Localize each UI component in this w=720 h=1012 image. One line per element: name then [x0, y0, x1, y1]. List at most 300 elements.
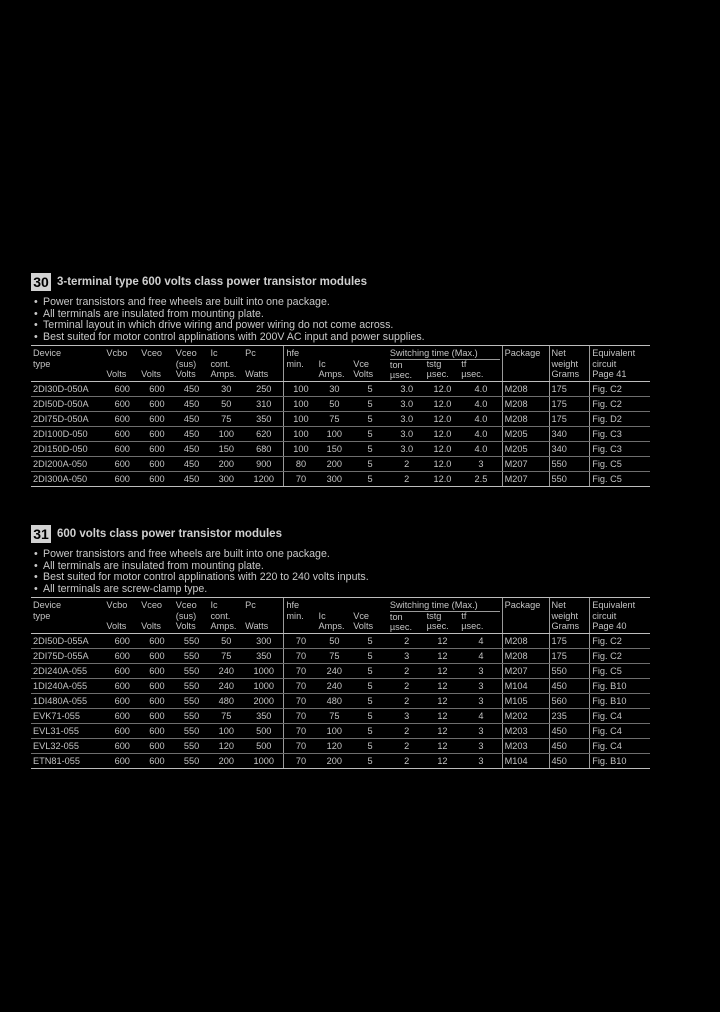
- header-line: Amps.: [318, 621, 345, 631]
- cell-pc: 350: [243, 708, 284, 723]
- header-line: Vce: [353, 610, 370, 621]
- spec-table: [31, 345, 650, 487]
- header-line: Volts: [353, 621, 374, 631]
- cell-vceo: 600: [139, 663, 174, 678]
- feature-item: • Terminal layout in which drive wiring and power wiring do not come across.: [34, 319, 394, 331]
- cell-tf: 3: [459, 723, 502, 738]
- table-row: [31, 648, 650, 663]
- cell-pc: 350: [243, 648, 284, 663]
- cell-ton: 2: [388, 738, 425, 753]
- cell-vceo: 600: [139, 708, 174, 723]
- cell-vce: 5: [351, 708, 388, 723]
- cell-vcbo: 600: [104, 471, 139, 486]
- cell-hfe-min: 70: [284, 648, 317, 663]
- cell-net-weight: 235: [549, 708, 590, 723]
- header-line: µsec.: [389, 370, 413, 380]
- cell-pc: 1000: [243, 663, 284, 678]
- table-row: [31, 633, 650, 648]
- column-header-device-type: [31, 346, 104, 382]
- cell-ic-cont: 75: [208, 648, 243, 663]
- cell-package: M203: [502, 738, 549, 753]
- cell-ic-cont: 200: [208, 456, 243, 471]
- feature-item: • All terminals are screw-clamp type.: [34, 582, 208, 595]
- cell-equivalent-circuit: Fig. C2: [590, 381, 650, 396]
- cell-device-type: 2DI150D-050: [31, 441, 104, 456]
- column-header-net-weight: [549, 346, 590, 382]
- cell-ic-cont: 100: [208, 723, 243, 738]
- table-header-row: [31, 598, 650, 634]
- cell-package: M208: [502, 396, 549, 411]
- cell-ic-amps: 120: [317, 738, 352, 753]
- cell-vceo: 600: [139, 471, 174, 486]
- cell-ic-cont: 300: [208, 471, 243, 486]
- cell-equivalent-circuit: Fig. D2: [590, 411, 650, 426]
- cell-equivalent-circuit: Fig. C2: [590, 633, 650, 648]
- cell-pc: 500: [243, 738, 284, 753]
- cell-tstg: 12: [425, 648, 460, 663]
- header-line: Volts: [175, 369, 196, 379]
- cell-vcbo: 600: [104, 738, 139, 753]
- cell-pc: 2000: [243, 693, 284, 708]
- cell-hfe-min: 100: [284, 396, 317, 411]
- cell-package: M205: [502, 441, 549, 456]
- bullet-icon: •: [34, 559, 38, 572]
- cell-hfe-min: 70: [284, 693, 317, 708]
- cell-ton: 2: [388, 633, 425, 648]
- cell-ic-amps: 75: [317, 411, 352, 426]
- cell-hfe-min: 70: [284, 633, 317, 648]
- section-header: [31, 524, 650, 543]
- cell-vceo-sus: 450: [174, 456, 209, 471]
- table-row: [31, 753, 650, 768]
- cell-hfe-min: 70: [284, 753, 317, 768]
- header-line: Device: [33, 348, 62, 358]
- cell-vcbo: 600: [104, 411, 139, 426]
- header-line: [106, 359, 138, 370]
- cell-vceo-sus: 450: [174, 426, 209, 441]
- column-header-ic-amps: [317, 346, 352, 382]
- column-header-vce: [351, 346, 388, 382]
- header-line: [106, 611, 138, 622]
- cell-vceo-sus: 450: [174, 411, 209, 426]
- cell-ic-cont: 50: [208, 633, 243, 648]
- cell-ic-amps: 200: [317, 753, 352, 768]
- header-line: Equivalent: [592, 348, 636, 358]
- cell-ton: 2: [388, 723, 425, 738]
- cell-tstg: 12.0: [425, 441, 460, 456]
- header-line: Amps.: [210, 369, 237, 379]
- header-line: Net: [551, 600, 566, 610]
- header-line: [141, 611, 173, 622]
- cell-vce: 5: [351, 456, 388, 471]
- header-line: Grams: [551, 369, 580, 379]
- cell-pc: 1200: [243, 471, 284, 486]
- header-line: Vcbo: [106, 600, 128, 610]
- cell-vceo: 600: [139, 723, 174, 738]
- cell-hfe-min: 100: [284, 441, 317, 456]
- cell-equivalent-circuit: Fig. C5: [590, 663, 650, 678]
- cell-device-type: 2DI50D-050A: [31, 396, 104, 411]
- cell-net-weight: 175: [549, 381, 590, 396]
- cell-ton: 3: [388, 708, 425, 723]
- cell-ic-cont: 240: [208, 678, 243, 693]
- header-line: ton: [389, 611, 403, 622]
- cell-net-weight: 450: [549, 723, 590, 738]
- header-line: ton: [389, 359, 403, 370]
- cell-ic-amps: 75: [317, 708, 352, 723]
- cell-ic-amps: 50: [317, 396, 352, 411]
- cell-tstg: 12.0: [425, 426, 460, 441]
- header-line: Equivalent: [592, 600, 636, 610]
- cell-tf: 4.0: [459, 411, 502, 426]
- cell-vcbo: 600: [104, 396, 139, 411]
- header-line: Vcbo: [106, 348, 128, 358]
- header-line: Grams: [551, 621, 580, 631]
- header-line: µsec.: [461, 621, 484, 631]
- table-header-row: [31, 346, 650, 382]
- cell-tf: 4.0: [459, 426, 502, 441]
- cell-vceo: 600: [139, 738, 174, 753]
- cell-ic-amps: 100: [317, 723, 352, 738]
- table-row: [31, 396, 650, 411]
- cell-vceo: 600: [139, 381, 174, 396]
- cell-vce: 5: [351, 663, 388, 678]
- cell-net-weight: 550: [549, 471, 590, 486]
- cell-package: M205: [502, 426, 549, 441]
- cell-vcbo: 600: [104, 663, 139, 678]
- cell-ton: 3.0: [388, 411, 425, 426]
- header-line: Ic: [318, 610, 326, 621]
- header-line: Pc: [245, 348, 256, 358]
- cell-device-type: EVL32-055: [31, 738, 104, 753]
- header-line: Volts: [141, 621, 162, 631]
- column-header-vceo-sus: [174, 346, 209, 382]
- cell-vce: 5: [351, 396, 388, 411]
- header-line: Vceo: [175, 348, 197, 358]
- cell-tf: 3: [459, 753, 502, 768]
- cell-equivalent-circuit: Fig. C3: [590, 441, 650, 456]
- header-line: (sus): [175, 358, 197, 369]
- header-line: tf: [461, 610, 467, 621]
- cell-ton: 2: [388, 753, 425, 768]
- cell-ic-amps: 50: [317, 633, 352, 648]
- table-row: [31, 738, 650, 753]
- cell-device-type: EVL31-055: [31, 723, 104, 738]
- cell-tf: 3: [459, 663, 502, 678]
- cell-ton: 3.0: [388, 396, 425, 411]
- cell-equivalent-circuit: Fig. C4: [590, 708, 650, 723]
- column-header-package: [502, 346, 549, 382]
- cell-net-weight: 175: [549, 633, 590, 648]
- cell-device-type: 1DI480A-055: [31, 693, 104, 708]
- header-line: Vceo: [141, 600, 163, 610]
- bullet-icon: •: [34, 330, 38, 343]
- cell-package: M208: [502, 411, 549, 426]
- cell-net-weight: 550: [549, 663, 590, 678]
- cell-net-weight: 175: [549, 396, 590, 411]
- section-title: 600 volts class power transistor modules: [57, 527, 282, 540]
- cell-equivalent-circuit: Fig. C4: [590, 738, 650, 753]
- header-line: tstg: [426, 610, 442, 621]
- header-line: [141, 359, 173, 370]
- cell-ic-amps: 30: [317, 381, 352, 396]
- cell-vceo-sus: 550: [174, 708, 209, 723]
- table-row: [31, 678, 650, 693]
- cell-equivalent-circuit: Fig. B10: [590, 753, 650, 768]
- cell-vceo-sus: 550: [174, 738, 209, 753]
- header-line: tf: [461, 358, 467, 369]
- header-line: Volts: [106, 621, 127, 631]
- cell-ic-amps: 300: [317, 471, 352, 486]
- cell-device-type: 2DI75D-055A: [31, 648, 104, 663]
- cell-device-type: 2DI30D-050A: [31, 381, 104, 396]
- column-header-vceo: [139, 346, 174, 382]
- cell-vceo: 600: [139, 396, 174, 411]
- header-line: Volts: [175, 621, 196, 631]
- cell-tf: 3: [459, 738, 502, 753]
- cell-tstg: 12: [425, 723, 460, 738]
- header-line: type: [33, 610, 51, 621]
- cell-package: M203: [502, 723, 549, 738]
- cell-vce: 5: [351, 648, 388, 663]
- section-30: [31, 272, 650, 487]
- cell-tf: 4.0: [459, 396, 502, 411]
- cell-pc: 300: [243, 633, 284, 648]
- cell-vcbo: 600: [104, 633, 139, 648]
- cell-vceo-sus: 450: [174, 381, 209, 396]
- cell-pc: 1000: [243, 678, 284, 693]
- cell-vce: 5: [351, 471, 388, 486]
- cell-package: M208: [502, 648, 549, 663]
- cell-vceo: 600: [139, 441, 174, 456]
- cell-vceo: 600: [139, 648, 174, 663]
- cell-vceo-sus: 450: [174, 441, 209, 456]
- column-header-package: [502, 598, 549, 634]
- table-row: [31, 708, 650, 723]
- cell-tstg: 12: [425, 708, 460, 723]
- section-number: 30: [31, 273, 51, 291]
- cell-device-type: EVK71-055: [31, 708, 104, 723]
- cell-ton: 3.0: [388, 426, 425, 441]
- cell-ton: 3.0: [388, 381, 425, 396]
- cell-vcbo: 600: [104, 648, 139, 663]
- cell-ton: 2: [388, 471, 425, 486]
- header-line: circuit: [592, 358, 617, 369]
- cell-hfe-min: 70: [284, 471, 317, 486]
- cell-ton: 2: [388, 693, 425, 708]
- cell-vce: 5: [351, 678, 388, 693]
- cell-vcbo: 600: [104, 723, 139, 738]
- cell-ic-cont: 120: [208, 738, 243, 753]
- cell-ic-cont: 30: [208, 381, 243, 396]
- column-header-hfe-min: [284, 346, 317, 382]
- cell-tstg: 12: [425, 663, 460, 678]
- cell-ic-cont: 75: [208, 411, 243, 426]
- header-line: µsec.: [426, 621, 449, 631]
- cell-equivalent-circuit: Fig. C2: [590, 396, 650, 411]
- column-header-ic-cont: [208, 346, 243, 382]
- cell-pc: 500: [243, 723, 284, 738]
- cell-equivalent-circuit: Fig. B10: [590, 678, 650, 693]
- cell-vce: 5: [351, 441, 388, 456]
- bullet-icon: •: [34, 571, 38, 583]
- cell-ic-cont: 200: [208, 753, 243, 768]
- column-header-equivalent-circuit: [590, 598, 650, 634]
- column-header-vceo: [139, 598, 174, 634]
- cell-ic-amps: 200: [317, 456, 352, 471]
- bullet-icon: •: [34, 307, 38, 320]
- cell-device-type: 2DI75D-050A: [31, 411, 104, 426]
- cell-hfe-min: 70: [284, 723, 317, 738]
- cell-equivalent-circuit: Fig. B10: [590, 693, 650, 708]
- cell-tf: 4: [459, 708, 502, 723]
- header-line: Volts: [353, 369, 374, 379]
- cell-vcbo: 600: [104, 381, 139, 396]
- cell-package: M104: [502, 678, 549, 693]
- feature-item: • Power transistors and free wheels are built into one package.: [34, 548, 330, 560]
- cell-vceo: 600: [139, 753, 174, 768]
- header-line: min.: [286, 610, 304, 621]
- cell-vcbo: 600: [104, 456, 139, 471]
- feature-item: • Best suited for motor control applinations with 200V AC input and power supplies.: [34, 330, 425, 343]
- cell-net-weight: 175: [549, 411, 590, 426]
- header-line: Page 40: [592, 621, 627, 631]
- header-line: Device: [33, 600, 62, 610]
- column-header-vce: [351, 598, 388, 634]
- cell-hfe-min: 70: [284, 708, 317, 723]
- cell-package: M104: [502, 753, 549, 768]
- header-line: Watts: [245, 369, 269, 379]
- cell-equivalent-circuit: Fig. C5: [590, 456, 650, 471]
- table-row: [31, 426, 650, 441]
- header-line: weight: [551, 358, 579, 369]
- column-header-pc: [243, 346, 284, 382]
- header-line: circuit: [592, 610, 617, 621]
- cell-vcbo: 600: [104, 441, 139, 456]
- cell-pc: 680: [243, 441, 284, 456]
- cell-ton: 3: [388, 648, 425, 663]
- header-line: Amps.: [318, 369, 345, 379]
- cell-net-weight: 560: [549, 693, 590, 708]
- cell-hfe-min: 80: [284, 456, 317, 471]
- column-header-ic-cont: [208, 598, 243, 634]
- header-line: [353, 348, 387, 359]
- header-line: µsec.: [426, 369, 449, 379]
- column-header-vcbo: [104, 598, 139, 634]
- cell-package: M207: [502, 663, 549, 678]
- cell-net-weight: 340: [549, 426, 590, 441]
- header-line: µsec.: [461, 369, 484, 379]
- cell-ic-amps: 150: [317, 441, 352, 456]
- cell-ton: 3.0: [388, 441, 425, 456]
- cell-tstg: 12: [425, 678, 460, 693]
- header-line: hfe: [286, 348, 300, 358]
- cell-tstg: 12: [425, 693, 460, 708]
- cell-package: M207: [502, 471, 549, 486]
- column-header-hfe-min: [284, 598, 317, 634]
- cell-tstg: 12: [425, 738, 460, 753]
- cell-vcbo: 600: [104, 426, 139, 441]
- feature-item: • All terminals are insulated from mounting plate.: [34, 307, 264, 320]
- header-line: Amps.: [210, 621, 237, 631]
- cell-vcbo: 600: [104, 753, 139, 768]
- header-line: Volts: [141, 369, 162, 379]
- switching-time-header: Switching time (Max.): [390, 348, 500, 360]
- bullet-icon: •: [34, 548, 38, 560]
- cell-hfe-min: 70: [284, 663, 317, 678]
- cell-pc: 310: [243, 396, 284, 411]
- spec-table: [31, 597, 650, 769]
- cell-hfe-min: 70: [284, 738, 317, 753]
- cell-tstg: 12: [425, 633, 460, 648]
- table-row: [31, 381, 650, 396]
- bullet-icon: •: [34, 319, 38, 331]
- cell-ic-amps: 75: [317, 648, 352, 663]
- bullet-icon: •: [34, 582, 38, 595]
- header-line: Ic: [210, 600, 218, 610]
- column-header-device-type: [31, 598, 104, 634]
- cell-vce: 5: [351, 693, 388, 708]
- cell-ic-amps: 240: [317, 663, 352, 678]
- cell-device-type: 2DI50D-055A: [31, 633, 104, 648]
- bullet-icon: •: [34, 296, 38, 308]
- cell-vcbo: 600: [104, 708, 139, 723]
- cell-vce: 5: [351, 633, 388, 648]
- cell-pc: 350: [243, 411, 284, 426]
- cell-hfe-min: 100: [284, 411, 317, 426]
- cell-tf: 3: [459, 678, 502, 693]
- cell-device-type: 2DI200A-050: [31, 456, 104, 471]
- cell-vceo: 600: [139, 633, 174, 648]
- cell-vcbo: 600: [104, 678, 139, 693]
- cell-vce: 5: [351, 381, 388, 396]
- cell-net-weight: 450: [549, 753, 590, 768]
- header-line: [319, 600, 351, 611]
- cell-tstg: 12.0: [425, 411, 460, 426]
- cell-ic-cont: 75: [208, 708, 243, 723]
- header-line: type: [33, 358, 51, 369]
- header-line: min.: [286, 358, 304, 369]
- table-row: [31, 693, 650, 708]
- cell-ton: 2: [388, 678, 425, 693]
- header-line: Package: [504, 600, 541, 610]
- header-line: Watts: [245, 621, 269, 631]
- cell-vceo-sus: 550: [174, 663, 209, 678]
- cell-ic-cont: 150: [208, 441, 243, 456]
- cell-tstg: 12: [425, 753, 460, 768]
- cell-tf: 3: [459, 693, 502, 708]
- cell-pc: 250: [243, 381, 284, 396]
- cell-vceo: 600: [139, 411, 174, 426]
- header-line: [319, 348, 351, 359]
- header-line: Vce: [353, 358, 370, 369]
- cell-ic-amps: 480: [317, 693, 352, 708]
- cell-net-weight: 550: [549, 456, 590, 471]
- cell-device-type: 2DI100D-050: [31, 426, 104, 441]
- cell-net-weight: 340: [549, 441, 590, 456]
- cell-hfe-min: 70: [284, 678, 317, 693]
- feature-item: • All terminals are insulated from mounting plate.: [34, 559, 264, 572]
- feature-item: • Best suited for motor control applinations with 220 to 240 volts inputs.: [34, 571, 369, 583]
- header-line: Net: [551, 348, 566, 358]
- header-line: (sus): [175, 610, 197, 621]
- cell-package: M202: [502, 708, 549, 723]
- cell-vce: 5: [351, 723, 388, 738]
- header-line: Package: [504, 348, 541, 358]
- header-line: Vceo: [175, 600, 197, 610]
- cell-package: M105: [502, 693, 549, 708]
- cell-vce: 5: [351, 411, 388, 426]
